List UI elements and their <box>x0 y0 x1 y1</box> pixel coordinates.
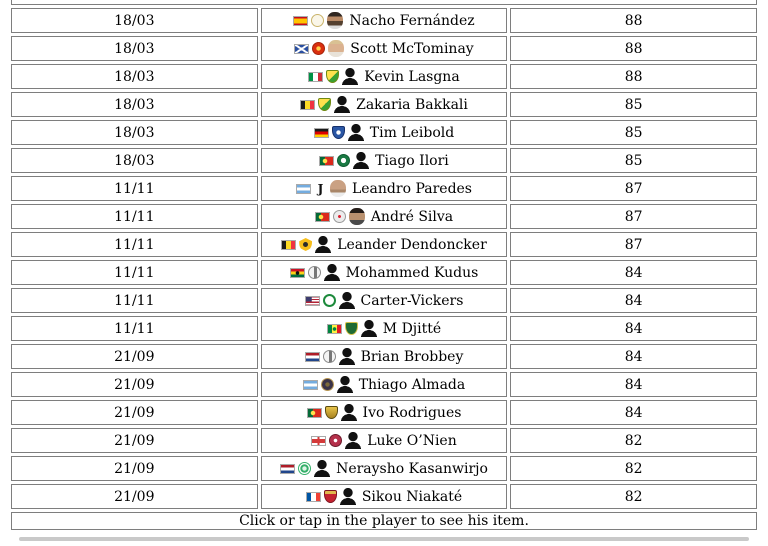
player-silhouette-icon[interactable] <box>353 152 369 169</box>
rating-cell: 84 <box>510 288 757 313</box>
player-cell[interactable] <box>261 428 508 453</box>
player-row[interactable] <box>11 316 757 341</box>
player-name[interactable]: Tiago Ilori <box>375 152 449 169</box>
player-row[interactable] <box>11 260 757 285</box>
player-cell-content <box>262 460 507 477</box>
wolves-badge-icon <box>299 238 312 251</box>
player-row[interactable] <box>11 232 757 257</box>
rating-cell: 82 <box>510 456 757 481</box>
rating-cell: 88 <box>510 64 757 89</box>
player-row[interactable] <box>11 92 757 117</box>
player-row[interactable] <box>11 120 757 145</box>
player-cell-content <box>262 348 507 365</box>
ghana-flag-icon <box>290 268 305 278</box>
player-photo-icon[interactable] <box>327 12 343 29</box>
player-silhouette-icon[interactable] <box>339 292 355 309</box>
player-cell[interactable] <box>261 372 508 397</box>
player-name[interactable]: Zakaria Bakkali <box>356 96 468 113</box>
celtic-badge-icon <box>323 294 336 307</box>
player-cell-content <box>262 292 507 309</box>
gold-black-shield-badge-icon <box>325 406 338 419</box>
player-cell[interactable] <box>261 456 508 481</box>
belgium-flag-icon <box>281 240 296 250</box>
date-cell: 18/03 <box>11 8 258 33</box>
player-row[interactable] <box>11 484 757 509</box>
date-cell: 11/11 <box>11 260 258 285</box>
player-cell[interactable] <box>261 64 508 89</box>
date-cell: 21/09 <box>11 428 258 453</box>
player-name[interactable]: Tim Leibold <box>369 124 455 141</box>
player-row[interactable] <box>11 64 757 89</box>
portugal-flag-icon <box>315 212 330 222</box>
manchester-united-badge-icon <box>312 42 325 55</box>
player-silhouette-icon[interactable] <box>334 96 350 113</box>
player-cell[interactable] <box>261 232 508 257</box>
date-cell: 18/03 <box>11 92 258 117</box>
player-cell[interactable] <box>261 260 508 285</box>
dark-green-shield-badge-icon <box>345 322 358 335</box>
table-viewport <box>8 0 760 533</box>
footer-hint: Click or tap in the player to see his item. <box>11 512 757 530</box>
player-cell[interactable] <box>261 120 508 145</box>
player-silhouette-icon[interactable] <box>324 264 340 281</box>
player-row[interactable] <box>11 176 757 201</box>
france-flag-icon <box>306 492 321 502</box>
date-cell: 11/11 <box>11 204 258 229</box>
player-cell[interactable] <box>261 344 508 369</box>
rating-cell: 82 <box>510 428 757 453</box>
player-silhouette-icon[interactable] <box>340 488 356 505</box>
player-cell[interactable] <box>261 400 508 425</box>
player-silhouette-icon[interactable] <box>345 432 361 449</box>
real-madrid-badge-icon <box>311 14 324 27</box>
player-cell-content <box>262 404 507 421</box>
rating-cell: 88 <box>510 36 757 61</box>
player-row[interactable] <box>11 400 757 425</box>
player-silhouette-icon[interactable] <box>314 460 330 477</box>
rating-cell: 85 <box>510 120 757 145</box>
rating-cell: 87 <box>510 204 757 229</box>
portugal-flag-icon <box>319 156 334 166</box>
player-cell[interactable] <box>261 316 508 341</box>
player-name[interactable]: Mohammed Kudus <box>345 264 479 281</box>
usa-flag-icon <box>305 296 320 306</box>
player-cell-content <box>262 264 507 281</box>
player-name[interactable]: Scott McTominay <box>350 40 474 57</box>
player-cell-content <box>262 432 507 449</box>
player-photo-icon[interactable] <box>330 180 346 197</box>
player-name[interactable]: André Silva <box>370 208 454 225</box>
juventus-badge-icon <box>314 182 327 195</box>
player-row[interactable] <box>11 36 757 61</box>
date-cell: 18/03 <box>11 36 258 61</box>
player-silhouette-icon[interactable] <box>341 404 357 421</box>
england-flag-icon <box>311 436 326 446</box>
date-cell: 21/09 <box>11 484 258 509</box>
nantes-badge-icon <box>326 70 339 83</box>
leipzig-badge-icon <box>333 210 346 223</box>
rating-cell: 85 <box>510 92 757 117</box>
date-cell: 11/11 <box>11 232 258 257</box>
scotland-flag-icon <box>294 44 309 54</box>
player-cell[interactable] <box>261 36 508 61</box>
player-cell-content <box>262 488 507 505</box>
player-cell[interactable] <box>261 92 508 117</box>
player-name[interactable]: Leandro Paredes <box>351 180 472 197</box>
player-photo-icon[interactable] <box>328 40 344 57</box>
player-cell-content <box>262 124 507 141</box>
date-cell: 11/11 <box>11 176 258 201</box>
rating-cell: 87 <box>510 232 757 257</box>
rating-cell: 88 <box>510 8 757 33</box>
player-cell[interactable] <box>261 204 508 229</box>
rating-cell: 84 <box>510 344 757 369</box>
rating-cell: 84 <box>510 400 757 425</box>
bochum-badge-icon <box>332 126 345 139</box>
player-name[interactable]: Neraysho Kasanwirjo <box>336 460 488 477</box>
player-cell-content <box>262 376 507 393</box>
player-cell-content <box>262 180 507 197</box>
groningen-badge-icon <box>298 462 311 475</box>
horizontal-scrollbar[interactable] <box>19 537 749 541</box>
player-cell[interactable] <box>261 8 508 33</box>
date-cell: 11/11 <box>11 316 258 341</box>
player-row[interactable] <box>11 344 757 369</box>
player-silhouette-icon[interactable] <box>348 124 364 141</box>
player-cell-content <box>262 96 507 113</box>
player-cell-content <box>262 68 507 85</box>
rating-cell: 85 <box>510 148 757 173</box>
date-cell: 21/09 <box>11 372 258 397</box>
player-name[interactable]: M Djitté <box>382 320 442 337</box>
player-photo-icon[interactable] <box>349 208 365 225</box>
player-silhouette-icon[interactable] <box>361 320 377 337</box>
date-cell: 18/03 <box>11 64 258 89</box>
player-silhouette-icon[interactable] <box>315 236 331 253</box>
player-cell-content <box>262 12 507 29</box>
player-silhouette-icon[interactable] <box>339 348 355 365</box>
atlanta-united-badge-icon <box>321 378 334 391</box>
germany-flag-icon <box>314 128 329 138</box>
sunderland-badge-icon <box>329 434 342 447</box>
player-silhouette-icon[interactable] <box>342 68 358 85</box>
rating-cell: 84 <box>510 260 757 285</box>
date-cell: 18/03 <box>11 120 258 145</box>
player-row[interactable] <box>11 428 757 453</box>
senegal-flag-icon <box>327 324 342 334</box>
player-row[interactable] <box>11 204 757 229</box>
player-name[interactable]: Kevin Lasgna <box>364 68 460 85</box>
rating-cell: 84 <box>510 316 757 341</box>
netherlands-flag-icon <box>305 352 320 362</box>
argentina-flag-icon <box>303 380 318 390</box>
player-cell[interactable] <box>261 148 508 173</box>
nantes-badge-icon <box>318 98 331 111</box>
date-cell: 18/03 <box>11 148 258 173</box>
player-row[interactable] <box>11 148 757 173</box>
player-cell[interactable] <box>261 288 508 313</box>
date-cell: 21/09 <box>11 400 258 425</box>
player-silhouette-icon[interactable] <box>337 376 353 393</box>
date-cell: 21/09 <box>11 344 258 369</box>
rating-cell: 84 <box>510 372 757 397</box>
portugal-flag-icon <box>307 408 322 418</box>
belgium-flag-icon <box>300 100 315 110</box>
rating-cell: 87 <box>510 176 757 201</box>
ajax-badge-icon <box>308 266 321 279</box>
clipped-cell <box>11 0 757 5</box>
players-table <box>8 0 760 533</box>
player-cell-content <box>262 208 507 225</box>
ajax-badge-icon <box>323 350 336 363</box>
netherlands-flag-icon <box>280 464 295 474</box>
player-name[interactable]: Sikou Niakaté <box>361 488 463 505</box>
player-name[interactable]: Ivo Rodrigues <box>362 404 462 421</box>
player-cell-content <box>262 236 507 253</box>
player-row[interactable] <box>11 372 757 397</box>
player-row[interactable] <box>11 456 757 481</box>
date-cell: 11/11 <box>11 288 258 313</box>
player-name[interactable]: Nacho Fernández <box>349 12 475 29</box>
player-name[interactable]: Leander Dendoncker <box>337 236 487 253</box>
sporting-badge-icon <box>337 154 350 167</box>
player-row[interactable] <box>11 8 757 33</box>
italy-flag-icon <box>308 72 323 82</box>
player-cell[interactable] <box>261 484 508 509</box>
clipped-previous-row <box>11 0 757 5</box>
player-cell-content <box>262 40 507 57</box>
rating-cell: 82 <box>510 484 757 509</box>
player-cell-content <box>262 320 507 337</box>
spain-flag-icon <box>293 16 308 26</box>
player-name[interactable]: Carter-Vickers <box>360 292 464 309</box>
player-cell[interactable] <box>261 176 508 201</box>
date-cell: 21/09 <box>11 456 258 481</box>
player-name[interactable]: Thiago Almada <box>358 376 466 393</box>
player-name[interactable]: Luke O’Nien <box>367 432 457 449</box>
footer-row <box>11 512 757 530</box>
player-cell-content <box>262 152 507 169</box>
player-row[interactable] <box>11 288 757 313</box>
braga-badge-icon <box>324 490 337 503</box>
argentina-flag-icon <box>296 184 311 194</box>
player-name[interactable]: Brian Brobbey <box>360 348 464 365</box>
